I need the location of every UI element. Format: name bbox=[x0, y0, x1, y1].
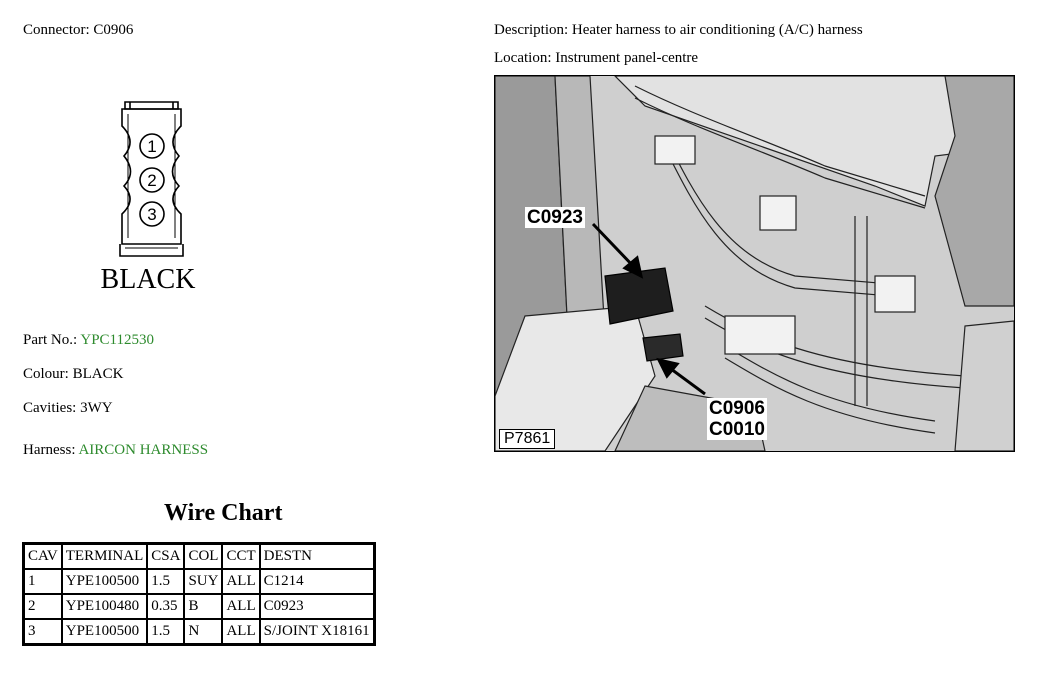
cell-cav: 1 bbox=[24, 569, 62, 594]
cell-cav: 3 bbox=[24, 619, 62, 645]
cell-col: B bbox=[184, 594, 222, 619]
location-line: Location: Instrument panel-centre bbox=[494, 50, 699, 66]
header-cct: CCT bbox=[222, 544, 259, 570]
cell-cct: ALL bbox=[222, 594, 259, 619]
cell-destn: C1214 bbox=[260, 569, 374, 594]
location-illustration bbox=[494, 75, 1015, 452]
table-row bbox=[24, 594, 375, 619]
connector-colour-caption: BLACK bbox=[100, 264, 196, 295]
cell-cct: ALL bbox=[222, 569, 259, 594]
table-header-row bbox=[24, 544, 375, 570]
wire-chart-title: Wire Chart bbox=[164, 500, 283, 526]
header-cav: CAV bbox=[24, 544, 62, 570]
part-number-label: Part No.: bbox=[23, 332, 78, 348]
cell-cav: 2 bbox=[24, 594, 62, 619]
harness-line bbox=[23, 441, 208, 459]
dashboard-illustration bbox=[495, 76, 1014, 451]
callout-c0906: C0906 bbox=[709, 398, 765, 419]
header-terminal: TERMINAL bbox=[62, 544, 148, 570]
cell-csa: 1.5 bbox=[147, 569, 184, 594]
part-number-link[interactable]: YPC112530 bbox=[80, 332, 154, 348]
connector-face-diagram bbox=[100, 96, 210, 296]
colour-line: Colour: BLACK bbox=[23, 366, 124, 382]
header-destn: DESTN bbox=[260, 544, 374, 570]
part-number-line bbox=[23, 331, 154, 349]
harness-label: Harness: bbox=[23, 442, 76, 458]
cell-terminal: YPE100480 bbox=[62, 594, 148, 619]
cell-col: SUY bbox=[184, 569, 222, 594]
cell-terminal: YPE100500 bbox=[62, 619, 148, 645]
header-col: COL bbox=[184, 544, 222, 570]
table-row bbox=[24, 569, 375, 594]
description-line: Description: Heater harness to air conditioning (A/C) harness bbox=[494, 22, 863, 38]
cell-destn: S/JOINT X18161 bbox=[260, 619, 374, 645]
pin-2-label: 2 bbox=[147, 171, 157, 190]
cell-cct: ALL bbox=[222, 619, 259, 645]
pin-1-label: 1 bbox=[147, 137, 157, 156]
header-csa: CSA bbox=[147, 544, 184, 570]
callout-c0923: C0923 bbox=[527, 207, 583, 228]
callout-c0010: C0010 bbox=[709, 419, 765, 440]
figure-id: P7861 bbox=[499, 429, 555, 449]
cell-col: N bbox=[184, 619, 222, 645]
pin-3-label: 3 bbox=[147, 205, 157, 224]
harness-link[interactable]: AIRCON HARNESS bbox=[78, 442, 209, 458]
cavities-line: Cavities: 3WY bbox=[23, 400, 113, 416]
cell-terminal: YPE100500 bbox=[62, 569, 148, 594]
cell-destn: C0923 bbox=[260, 594, 374, 619]
table-row bbox=[24, 619, 375, 645]
cell-csa: 1.5 bbox=[147, 619, 184, 645]
connector-id: Connector: C0906 bbox=[23, 22, 134, 38]
wire-chart-table bbox=[22, 542, 376, 646]
cell-csa: 0.35 bbox=[147, 594, 184, 619]
